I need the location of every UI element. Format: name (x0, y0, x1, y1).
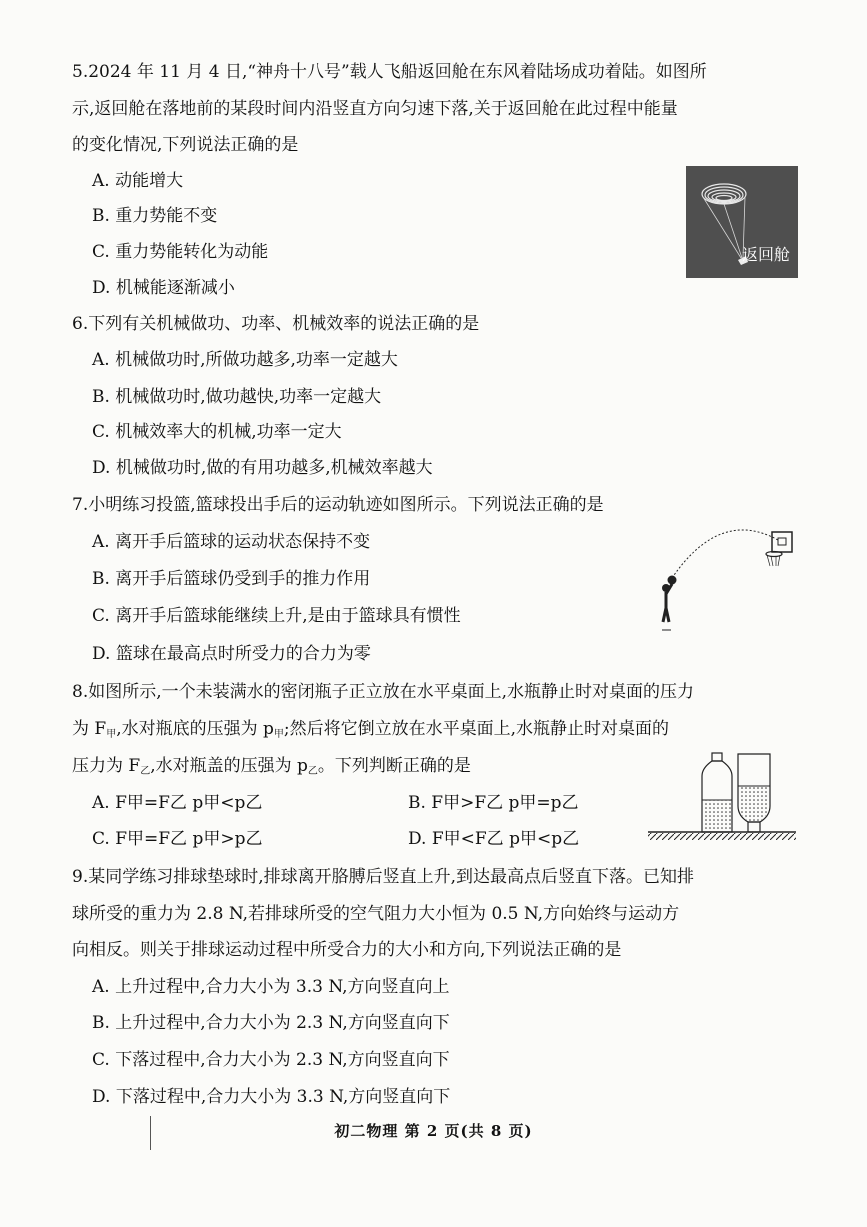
q8-subscript: 乙 (140, 766, 151, 777)
q6-option-d: D. 机械做功时,做的有用功越多,机械效率越大 (92, 458, 433, 478)
q8-text: 为 F (72, 719, 107, 739)
q8-text: ;然后将它倒立放在水平桌面上,水瓶静止时对桌面的 (283, 719, 670, 739)
q5-capsule-figure (686, 166, 798, 278)
q8-text: ,水对瓶底的压强为 p (116, 719, 274, 739)
q7-option-c: C. 离开手后篮球能继续上升,是由于篮球具有惯性 (92, 606, 461, 626)
q8-subscript: 甲 (106, 729, 117, 740)
q8-subscript: 乙 (307, 766, 318, 777)
q5-stem-line2: 示,返回舱在落地前的某段时间内沿竖直方向匀速下落,关于返回舱在此过程中能量 (72, 99, 678, 119)
q9-stem-line1: 9.某同学练习排球垫球时,排球离开胳膊后竖直上升,到达最高点后竖直下落。已知排 (72, 867, 695, 887)
q8-bottle-figure (644, 750, 800, 846)
q8-option-a: A. F甲=F乙 p甲<p乙 (92, 793, 263, 813)
q7-option-d: D. 篮球在最高点时所受力的合力为零 (92, 644, 371, 664)
q8-text: 压力为 F (72, 756, 141, 776)
q5-stem-line1: 5.2024 年 11 月 4 日,“神舟十八号”载人飞船返回舱在东风着陆场成功着陆。如图所 (72, 62, 707, 82)
q9-option-a: A. 上升过程中,合力大小为 3.3 N,方向竖直向上 (92, 977, 450, 997)
q8-option-b: B. F甲>F乙 p甲=p乙 (408, 793, 579, 813)
q9-option-b: B. 上升过程中,合力大小为 2.3 N,方向竖直向下 (92, 1013, 450, 1033)
q9-stem-line2: 球所受的重力为 2.8 N,若排球所受的空气阻力大小恒为 0.5 N,方向始终与运动方 (72, 904, 680, 924)
q9-option-c: C. 下落过程中,合力大小为 2.3 N,方向竖直向下 (92, 1050, 450, 1070)
q9-option-d: D. 下落过程中,合力大小为 3.3 N,方向竖直向下 (92, 1087, 451, 1107)
q6-option-c: C. 机械效率大的机械,功率一定大 (92, 422, 342, 442)
q6-stem: 6.下列有关机械做功、功率、机械效率的说法正确的是 (72, 314, 480, 334)
q8-subscript: 甲 (273, 729, 284, 740)
q6-option-a: A. 机械做功时,所做功越多,功率一定越大 (92, 350, 398, 370)
q7-option-b: B. 离开手后篮球仍受到手的推力作用 (92, 569, 371, 589)
q5-option-b: B. 重力势能不变 (92, 206, 218, 226)
q6-option-b: B. 机械做功时,做功越快,功率一定越大 (92, 387, 382, 407)
q5-option-a: A. 动能增大 (92, 171, 184, 191)
q8-text: 。下列判断正确的是 (317, 756, 471, 776)
q8-stem-line2 (72, 717, 669, 747)
q5-option-d: D. 机械能逐渐减小 (92, 278, 235, 298)
q8-option-c: C. F甲=F乙 p甲>p乙 (92, 829, 263, 849)
q7-basketball-figure (650, 526, 800, 638)
q8-stem-line3 (72, 754, 471, 784)
q7-stem: 7.小明练习投篮,篮球投出手后的运动轨迹如图所示。下列说法正确的是 (72, 495, 604, 515)
q7-option-a: A. 离开手后篮球的运动状态保持不变 (92, 532, 371, 552)
q8-stem-line1: 8.如图所示,一个未装满水的密闭瓶子正立放在水平桌面上,水瓶静止时对桌面的压力 (72, 682, 695, 702)
page-footer: 初二物理 第 2 页(共 8 页) (334, 1122, 533, 1140)
q5-figure-label: 返回舱 (742, 245, 791, 264)
q8-text: ,水对瓶盖的压强为 p (150, 756, 308, 776)
q5-stem-line3: 的变化情况,下列说法正确的是 (72, 135, 299, 155)
q8-option-d: D. F甲<F乙 p甲<p乙 (408, 829, 580, 849)
q5-option-c: C. 重力势能转化为动能 (92, 242, 269, 262)
q9-stem-line3: 向相反。则关于排球运动过程中所受合力的大小和方向,下列说法正确的是 (72, 940, 622, 960)
